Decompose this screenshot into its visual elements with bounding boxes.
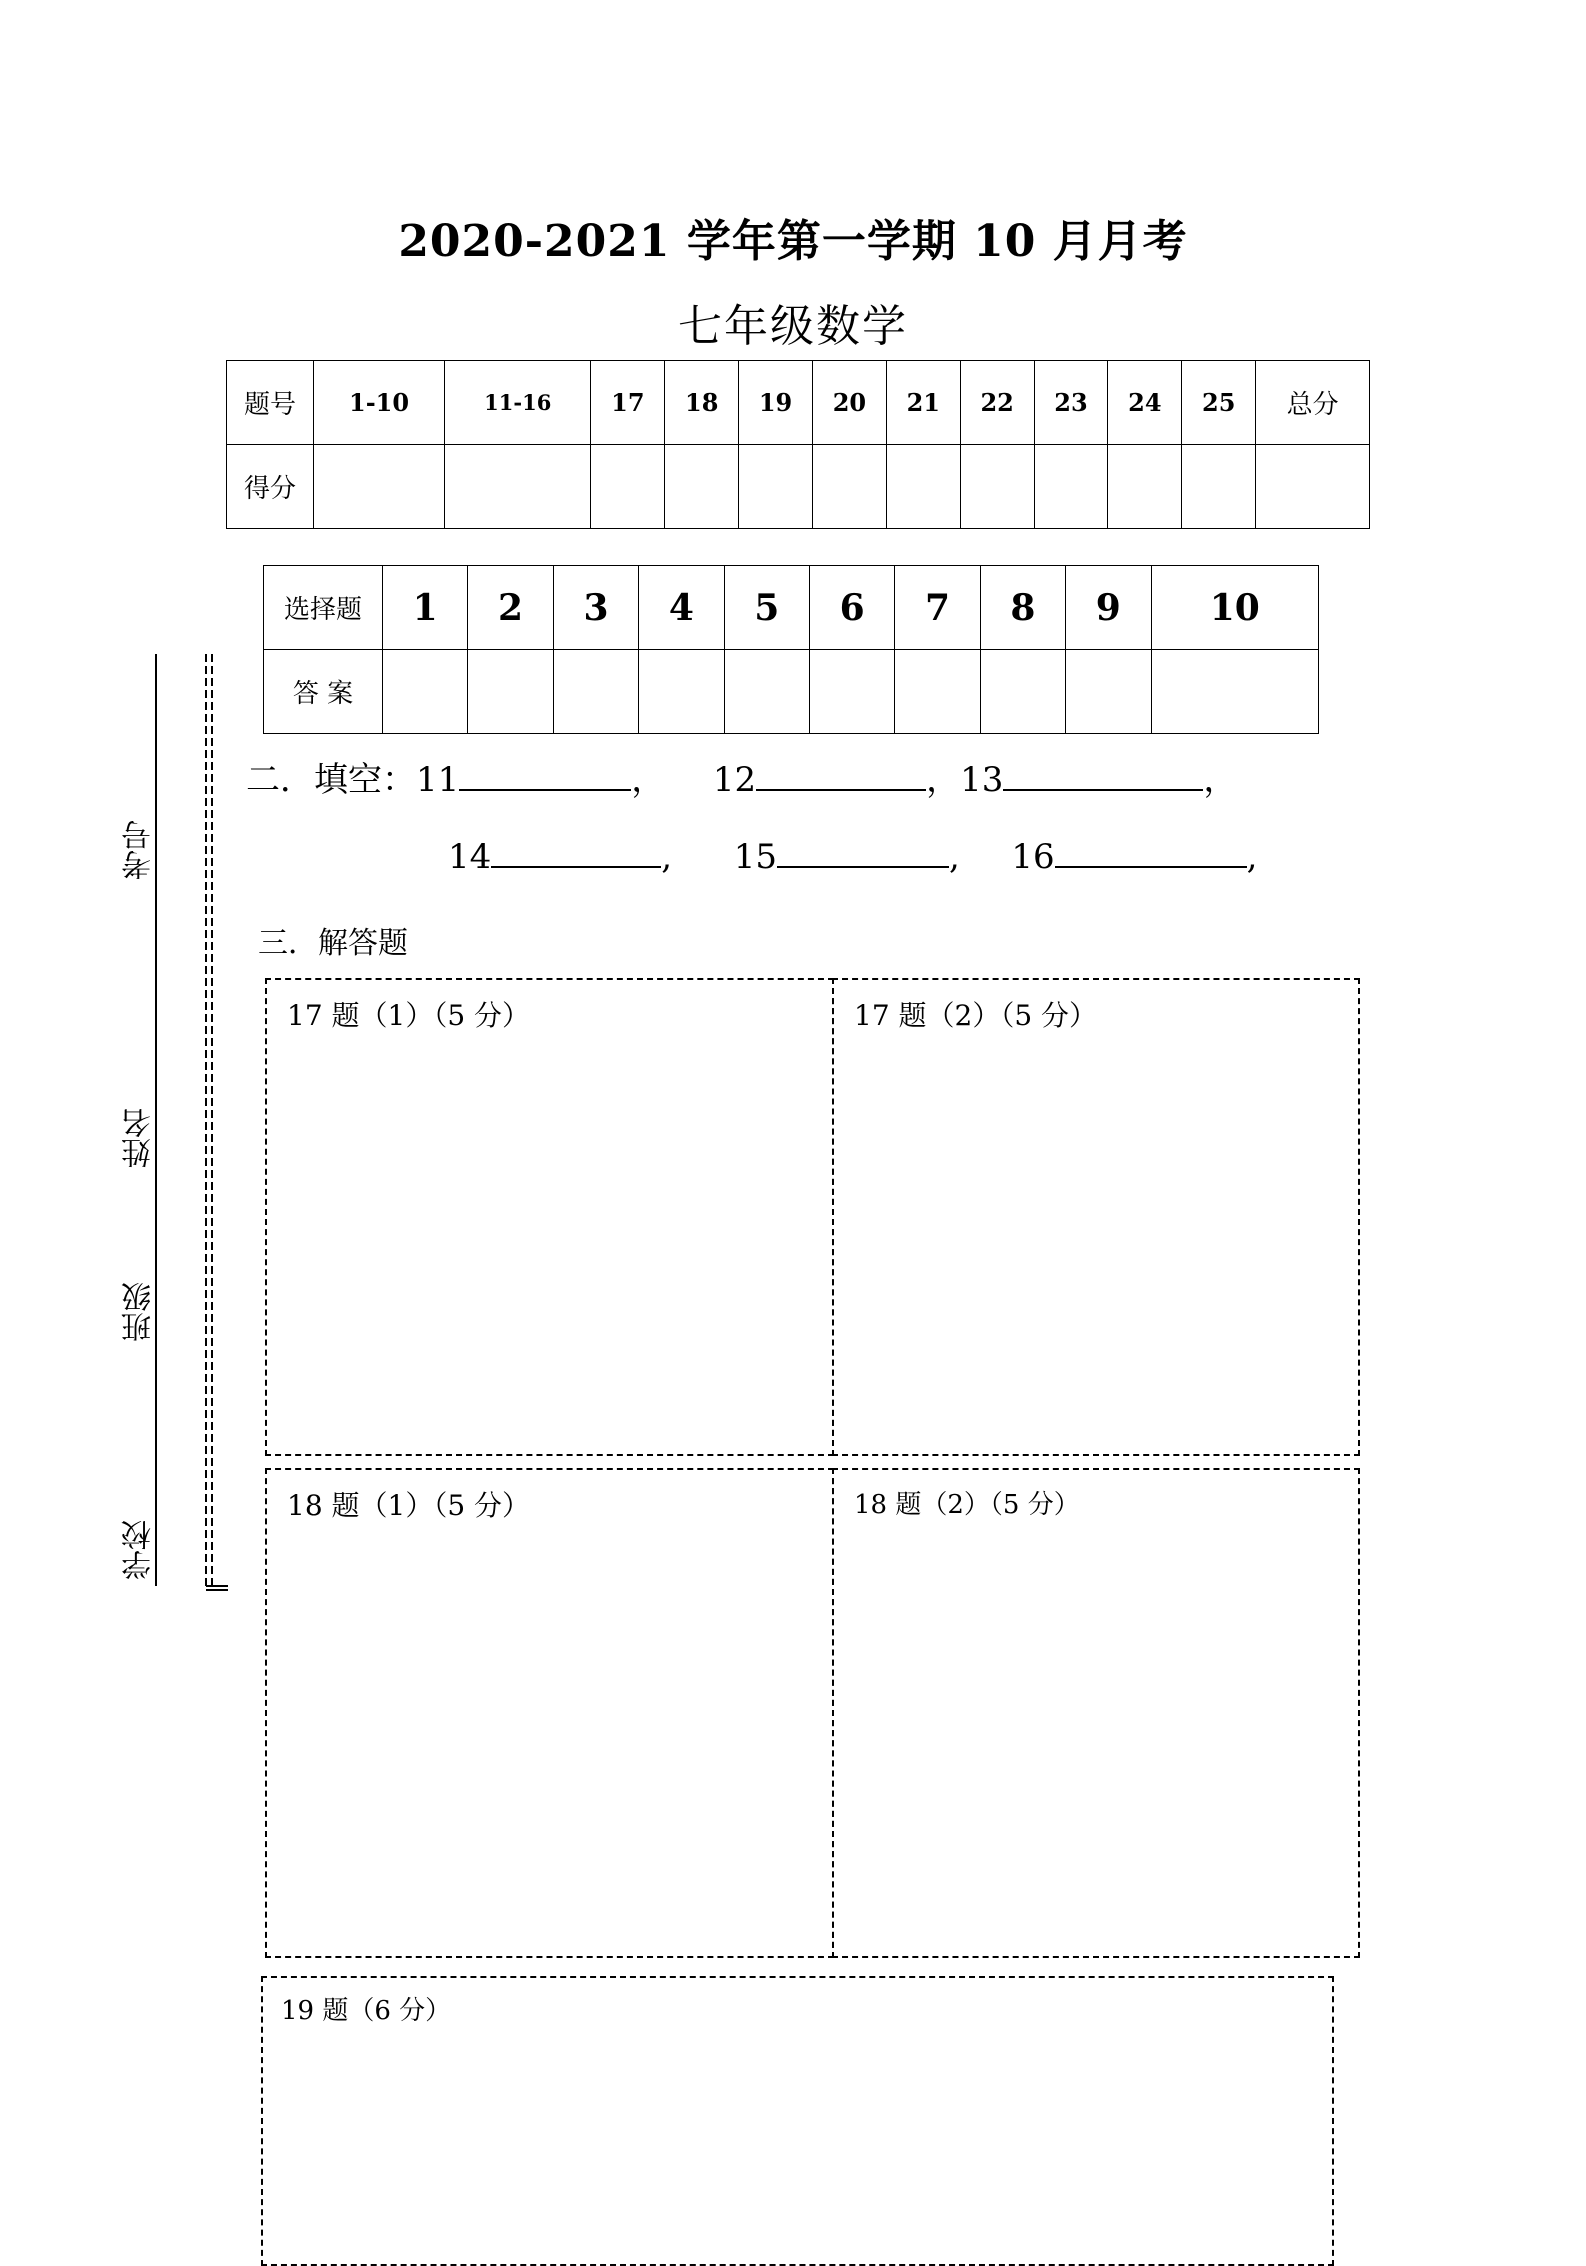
score-col: 19 [739, 361, 813, 445]
fill-item-number: 15 [733, 837, 777, 877]
answer-box-q18-1[interactable] [265, 1468, 834, 1958]
fill-item-number: 11 [416, 760, 460, 800]
fill-item-number: 13 [960, 760, 1004, 800]
fill-blank[interactable] [756, 759, 926, 791]
choice-col: 8 [980, 566, 1065, 650]
answer-box-q18-2[interactable] [832, 1468, 1360, 1958]
choice-header-row [264, 566, 1319, 650]
answer-cell[interactable] [1151, 650, 1318, 734]
answer-cell[interactable] [468, 650, 553, 734]
answer-cell[interactable] [383, 650, 468, 734]
answer-section-label: 三．解答题 [258, 926, 408, 961]
answer-cell[interactable] [553, 650, 638, 734]
score-cell[interactable] [813, 445, 887, 529]
choice-col: 10 [1151, 566, 1318, 650]
score-col: 21 [886, 361, 960, 445]
field-school-label: 学校 [122, 1520, 157, 1580]
choice-answer-table [263, 565, 1319, 734]
score-header-row [227, 361, 1370, 445]
score-col: 23 [1034, 361, 1108, 445]
score-cell[interactable] [1256, 445, 1370, 529]
field-class-label: 班级 [122, 1282, 157, 1342]
fill-item-number: 14 [448, 837, 492, 877]
separator: , [661, 837, 673, 877]
choice-col: 7 [895, 566, 980, 650]
answer-cell[interactable] [809, 650, 894, 734]
box-label: 17 题（2）（5 分） [854, 999, 1098, 1032]
box-label: 19 题（6 分） [281, 1996, 452, 2026]
binding-lines [150, 640, 230, 1600]
choice-col: 5 [724, 566, 809, 650]
answer-row-header: 答 案 [264, 650, 383, 734]
separator: , [1246, 837, 1258, 877]
score-value-row [227, 445, 1370, 529]
fill-item-number: 12 [712, 760, 757, 800]
score-cell[interactable] [314, 445, 445, 529]
score-cell[interactable] [739, 445, 813, 529]
answer-box-q17-2[interactable] [832, 978, 1360, 1456]
score-col: 20 [813, 361, 887, 445]
score-cell[interactable] [960, 445, 1034, 529]
fill-blank[interactable] [777, 836, 949, 868]
score-cell[interactable] [445, 445, 591, 529]
choice-col: 3 [553, 566, 638, 650]
score-cell[interactable] [886, 445, 960, 529]
choice-answer-row [264, 650, 1319, 734]
score-col: 24 [1108, 361, 1182, 445]
choice-row-header: 选择题 [264, 566, 383, 650]
score-col: 总分 [1256, 361, 1370, 445]
separator: ， [631, 760, 666, 800]
fill-item-number: 16 [1011, 837, 1055, 877]
choice-col: 1 [383, 566, 468, 650]
fill-blank[interactable] [459, 759, 631, 791]
score-cell[interactable] [591, 445, 665, 529]
fill-blank[interactable] [491, 836, 661, 868]
separator: ， [1203, 760, 1238, 800]
box-label: 18 题（1）（5 分） [287, 1489, 531, 1522]
choice-col: 6 [809, 566, 894, 650]
score-col: 25 [1182, 361, 1256, 445]
answer-box-q19[interactable] [261, 1976, 1334, 2266]
field-name-label: 姓名 [122, 1108, 157, 1168]
exam-subtitle: 七年级数学 [678, 301, 908, 352]
answer-cell[interactable] [724, 650, 809, 734]
choice-col: 4 [639, 566, 724, 650]
choice-col: 9 [1066, 566, 1151, 650]
score-col: 18 [665, 361, 739, 445]
score-cell[interactable] [1108, 445, 1182, 529]
choice-col: 2 [468, 566, 553, 650]
score-col: 22 [960, 361, 1034, 445]
fill-line-2 [448, 836, 1257, 877]
answer-box-q17-1[interactable] [265, 978, 834, 1456]
score-row-header-score: 得分 [227, 445, 314, 529]
score-cell[interactable] [1182, 445, 1256, 529]
exam-title: 2020-2021 学年第一学期 10 月月考 [398, 216, 1188, 267]
answer-cell[interactable] [980, 650, 1065, 734]
score-col: 11-16 [445, 361, 591, 445]
fill-blank[interactable] [1003, 759, 1203, 791]
score-col: 17 [591, 361, 665, 445]
box-label: 17 题（1）（5 分） [287, 999, 531, 1032]
separator: , [948, 837, 960, 877]
answer-cell[interactable] [639, 650, 724, 734]
score-col: 1-10 [314, 361, 445, 445]
score-row-header-number: 题号 [227, 361, 314, 445]
fill-blank[interactable] [1055, 836, 1247, 868]
field-exam-number-label: 考号 [122, 820, 157, 880]
answer-cell[interactable] [1066, 650, 1151, 734]
score-cell[interactable] [1034, 445, 1108, 529]
score-table [226, 360, 1370, 529]
answer-cell[interactable] [895, 650, 980, 734]
fill-line-1 [246, 752, 1237, 801]
fill-section-label: 二．填空： [246, 760, 416, 800]
separator: ， [926, 760, 961, 800]
score-cell[interactable] [665, 445, 739, 529]
box-label: 18 题（2）（5 分） [854, 1490, 1080, 1520]
